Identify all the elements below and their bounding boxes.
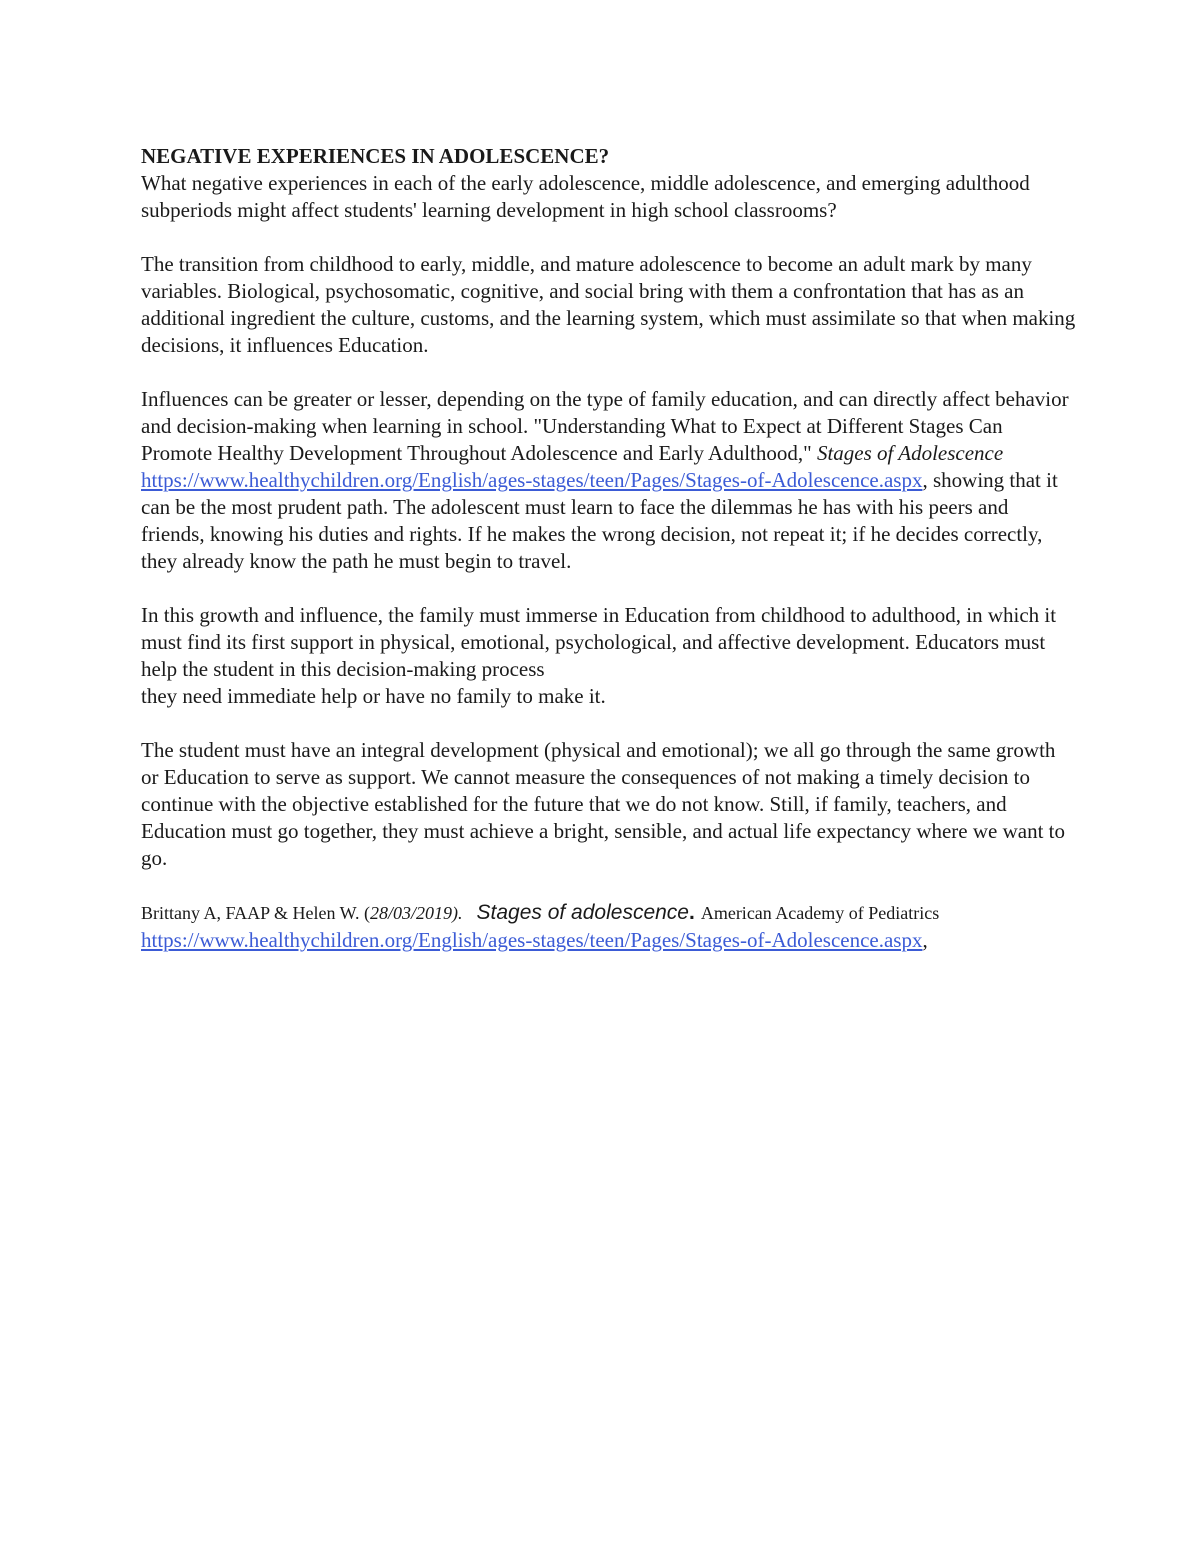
reference-title-period: .	[688, 901, 695, 924]
reference-publisher: American Academy of Pediatrics	[700, 903, 940, 923]
reference-link[interactable]: https://www.healthychildren.org/English/ages-stages/teen/Pages/Stages-of-Adolescence.aspx	[141, 928, 923, 952]
paragraph-growth-last-line: they need immediate help or have no family to make it.	[141, 684, 606, 708]
paragraph-development: The student must have an integral development (physical and emotional); we all go through the same growth or Education to serve as support. We cannot measure the consequences of not making a timely decision to continue with the objective established for the future that we do not know. Still, if family, teachers, and Education must go together, they must achieve a bright, sensible, and actual life expectancy where we want to go.	[141, 738, 1066, 870]
paragraph-growth-text: In this growth and influence, the family must immerse in Education from childhood to adulthood, in which it must find its first support in physical, emotional, psychological, and affective development. Educators must help the student in this decision-making process	[141, 603, 1057, 681]
document-heading: NEGATIVE EXPERIENCES IN ADOLESCENCE?	[141, 144, 610, 168]
paragraph-influences-continuation: , showing that it can be the most prudent path. The adolescent must learn to face the dilemmas he has with his peers and friends, knowing his duties and rights. If he makes the wrong decision, not repeat it; if he decides correctly, they already know the path he must begin to travel.	[141, 468, 1058, 573]
paragraph-influences	[141, 386, 1076, 575]
reference-date: 28/03/2019).	[370, 903, 463, 923]
source-link[interactable]: https://www.healthychildren.org/English/ages-stages/teen/Pages/Stages-of-Adolescence.aspx	[141, 468, 923, 492]
source-title: Stages of Adolescence	[816, 441, 1004, 465]
paragraph-growth	[141, 602, 1076, 710]
reference-title: Stages of adolescence	[476, 901, 689, 924]
question-paragraph: What negative experiences in each of the early adolescence, middle adolescence, and emerging adulthood subperiods might affect students' learning development in high school classrooms?	[141, 171, 1030, 222]
reference-entry	[141, 899, 1076, 955]
document-page	[141, 143, 1076, 973]
paragraph-transition: The transition from childhood to early, middle, and mature adolescence to become an adult mark by many variables. Biological, psychosomatic, cognitive, and social bring with them a confrontation that has as an additional ingredient the culture, customs, and the learning system, which must assimilate so that when making decisions, it influences Education.	[141, 252, 1076, 357]
reference-trailing: ,	[922, 928, 928, 952]
paragraph-influences-text: Influences can be greater or lesser, depending on the type of family education, and can directly affect behavior and decision-making when learning in school. "Understanding What to Expect at Different Stages Can Promote Healthy Development Throughout Adolescence and Early Adulthood,"	[141, 387, 1069, 465]
reference-authors: Brittany A, FAAP & Helen W. (	[141, 903, 370, 923]
